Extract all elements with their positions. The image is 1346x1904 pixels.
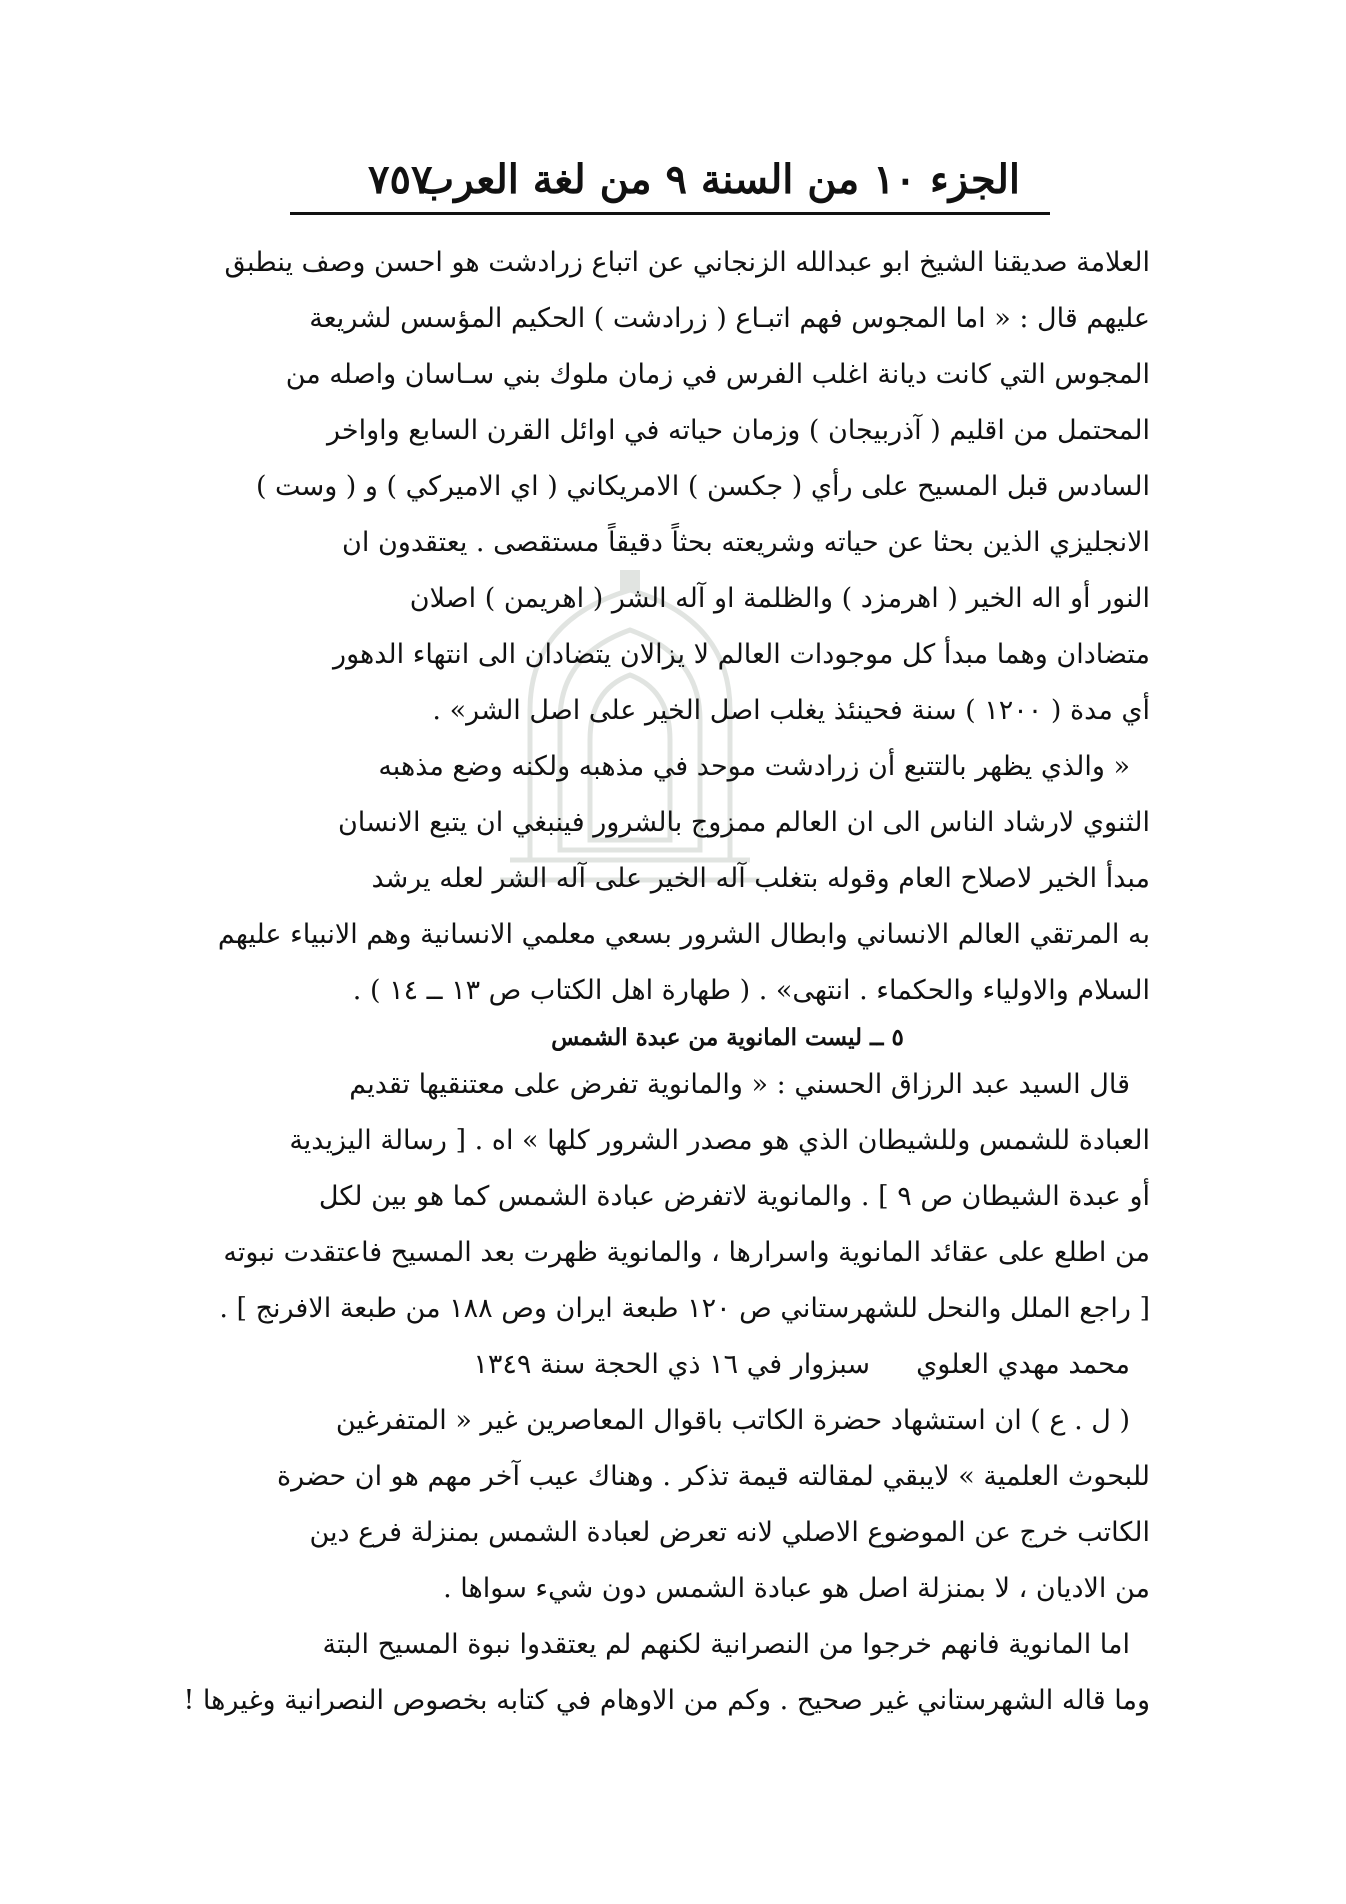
text-line: اما المانوية فانهم خرجوا من النصرانية لكنهم لم يعتقدوا نبوة المسيح البتة: [322, 1629, 1130, 1660]
text-line: به المرتقي العالم الانساني وابطال الشرور بسعي معلمي الانسانية وهم الانبياء عليهم: [217, 919, 1150, 950]
paragraph-5: [183, 1617, 1150, 1729]
text-line: ( ل . ع ) ان استشهاد حضرة الكاتب باقوال المعاصرين غير « المتفرغين: [335, 1405, 1130, 1436]
signature-author: محمد مهدي العلوي: [916, 1349, 1130, 1380]
text-line: السلام والاولياء والحكماء . انتهى» . ( طهارة اهل الكتاب ص ١٣ ــ ١٤ ) .: [352, 975, 1150, 1006]
paragraph-4: [277, 1393, 1150, 1617]
text-line: أي مدة ( ١٢٠٠ ) سنة فحينئذ يغلب اصل الخير على اصل الشر» .: [432, 695, 1150, 726]
text-line: متضادان وهما مبدأ كل موجودات العالم لا يزالان يتضادان الى انتهاء الدهور: [333, 639, 1150, 670]
text-line: قال السيد عبد الرزاق الحسني : « والمانوية تفرض على معتنقيها تقديم: [349, 1069, 1130, 1100]
text-line: أو عبدة الشيطان ص ٩ ] . والمانوية لاتفرض عبادة الشمس كما هو بين لكل: [318, 1181, 1150, 1212]
paragraph-2: [217, 739, 1150, 1019]
text-line: الانجليزي الذين بحثا عن حياته وشريعته بحثاً دقيقاً مستقصى . يعتقدون ان: [342, 527, 1150, 558]
paragraph-1: [224, 235, 1150, 739]
text-line: من الاديان ، لا بمنزلة اصل هو عبادة الشمس دون شيء سواها .: [443, 1573, 1150, 1604]
text-line: العلامة صديقنا الشيخ ابو عبدالله الزنجاني عن اتباع زرادشت هو احسن وصف ينطبق: [224, 247, 1150, 278]
text-line: مبدأ الخير لاصلاح العام وقوله بتغلب آله الخير على آله الشر لعله يرشد: [371, 863, 1150, 894]
paragraph-3: [219, 1057, 1150, 1337]
section-subheading: ٥ ــ ليست المانوية من عبدة الشمس: [551, 1024, 904, 1051]
text-line: « والذي يظهر بالتتبع أن زرادشت موحد في مذهبه ولكنه وضع مذهبه: [378, 751, 1130, 782]
text-line: وما قاله الشهرستاني غير صحيح . وكم من الاوهام في كتابه بخصوص النصرانية وغيرها !: [183, 1685, 1150, 1716]
running-title: الجزء ١٠ من السنة ٩ من لغة العرب: [416, 156, 1020, 203]
page-header: [300, 150, 1040, 210]
text-line: [ راجع الملل والنحل للشهرستاني ص ١٢٠ طبعة ايران وص ١٨٨ من طبعة الافرنج ] .: [219, 1293, 1150, 1324]
text-line: الثنوي لارشاد الناس الى ان العالم ممزوج بالشرور فينبغي ان يتبع الانسان: [337, 807, 1150, 838]
text-line: السادس قبل المسيح على رأي ( جكسن ) الامريكاني ( اي الاميركي ) و ( وست ): [255, 471, 1150, 502]
text-line: المحتمل من اقليم ( آذربيجان ) وزمان حياته في اوائل القرن السابع واواخر: [327, 415, 1150, 446]
text-line: للبحوث العلمية » لايبقي لمقالته قيمة تذكر . وهناك عيب آخر مهم هو ان حضرة: [277, 1461, 1150, 1492]
text-line: عليهم قال : « اما المجوس فهم اتبـاع ( زرادشت ) الحكيم المؤسس لشريعة: [309, 303, 1150, 334]
header-rule: [290, 212, 1050, 215]
signature-place-date: سبزوار في ١٦ ذي الحجة سنة ١٣٤٩: [473, 1349, 870, 1380]
text-line: من اطلع على عقائد المانوية واسرارها ، والمانوية ظهرت بعد المسيح فاعتقدت نبوته: [223, 1237, 1150, 1268]
text-line: الكاتب خرج عن الموضوع الاصلي لانه تعرض لعبادة الشمس بمنزلة فرع دين: [309, 1517, 1150, 1548]
text-line: العبادة للشمس وللشيطان الذي هو مصدر الشرور كلها » اه . [ رسالة اليزيدية: [289, 1125, 1150, 1156]
page-number: ٧٥٧: [368, 156, 433, 203]
text-line: المجوس التي كانت ديانة اغلب الفرس في زمان ملوك بني سـاسان واصله من: [285, 359, 1150, 390]
signature-row: [305, 1337, 1150, 1393]
text-line: النور أو اله الخير ( اهرمزد ) والظلمة او آله الشر ( اهريمن ) اصلان: [409, 583, 1150, 614]
article-body: [183, 235, 1150, 1729]
